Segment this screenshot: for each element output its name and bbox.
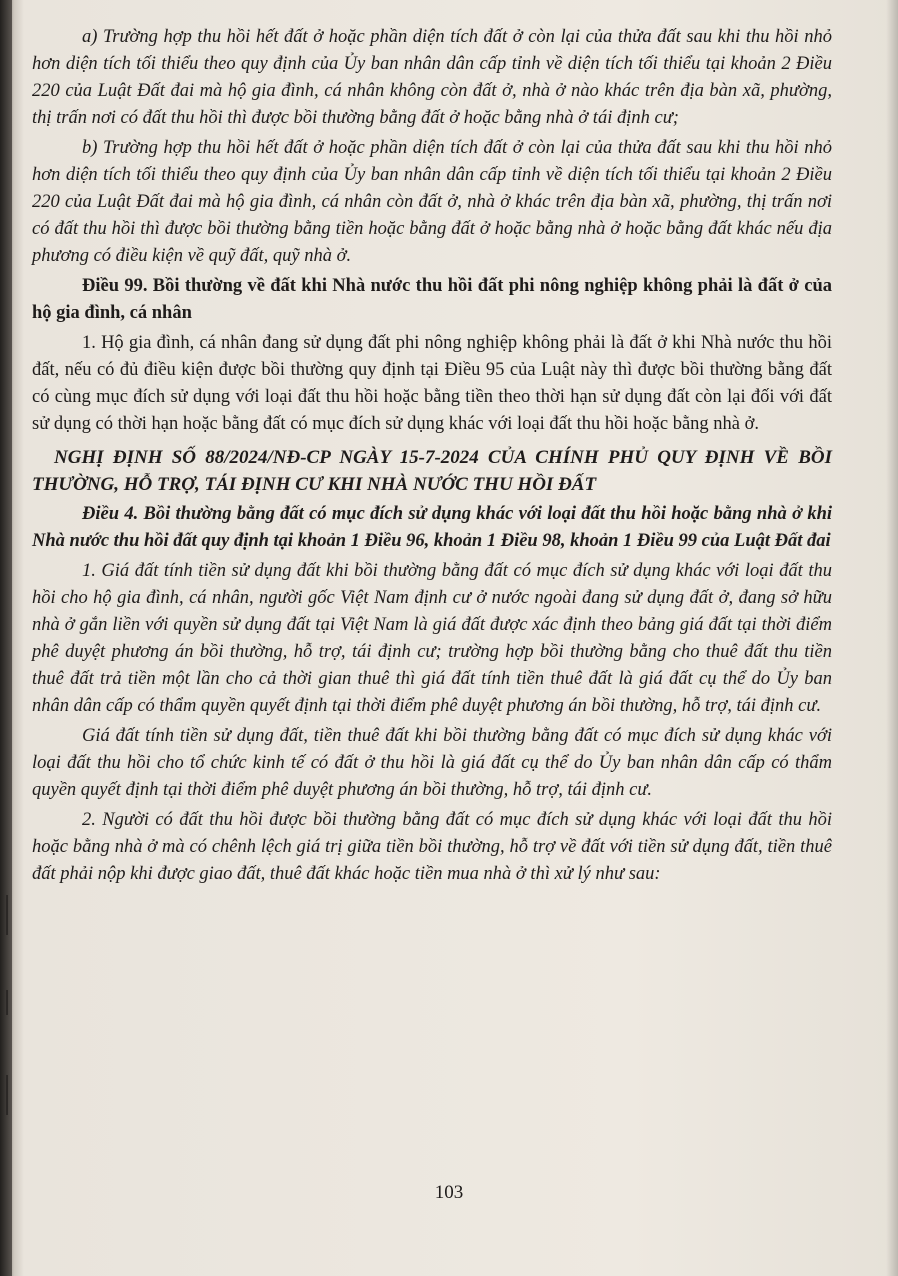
paragraph-b: b) Trường hợp thu hồi hết đất ở hoặc phần diện tích đất ở còn lại của thửa đất sau khi thu hồi nhỏ hơn diện tích tối thiểu theo quy định của Ủy ban nhân dân cấp tỉnh về diện tích tối thiểu tại khoản 2 Điều 220 của Luật Đất đai mà hộ gia đình, cá nhân còn đất ở, nhà ở khác trên địa bàn xã, phường, thị trấn nơi có đất thu hồi thì được bồi thường bằng tiền hoặc bằng đất ở hoặc bằng nhà ở hoặc bằng đất khác nếu địa phương có điều kiện về quỹ đất, quỹ nhà ở. <box>32 138 832 266</box>
paragraph-a: a) Trường hợp thu hồi hết đất ở hoặc phần diện tích đất ở còn lại của thửa đất sau khi thu hồi nhỏ hơn diện tích tối thiểu theo quy định của Ủy ban nhân dân cấp tỉnh về diện tích tối thiểu tại khoản 2 Điều 220 của Luật Đất đai mà hộ gia đình, cá nhân không còn đất ở, nhà ở nào khác trên địa bàn xã, phường, thị trấn nơi có đất thu hồi thì được bồi thường bằng đất ở hoặc bằng nhà ở tái định cư; <box>32 27 832 128</box>
article-4-clause-1: 1. Giá đất tính tiền sử dụng đất khi bồi thường bằng đất có mục đích sử dụng khác với loại đất thu hồi cho hộ gia đình, cá nhân, người gốc Việt Nam định cư ở nước ngoài đang sử dụng đất ở, đang sở hữu nhà ở gắn liền với quyền sử dụng đất tại Việt Nam là giá đất được xác định theo bảng giá đất tại thời điểm phê duyệt phương án bồi thường, hỗ trợ, tái định cư; trường hợp bồi thường bằng cho thuê đất thu tiền thuê đất trả tiền một lần cho cả thời gian thuê thì giá đất tính tiền thuê đất là giá đất cụ thể do Ủy ban nhân dân cấp có thẩm quyền quyết định tại thời điểm phê duyệt phương án bồi thường, hỗ trợ, tái định cư. <box>32 561 832 716</box>
margin-mark <box>6 990 8 1015</box>
decree-heading: NGHỊ ĐỊNH SỐ 88/2024/NĐ-CP NGÀY 15-7-2024 CỦA CHÍNH PHỦ QUY ĐỊNH VỀ BỒI THƯỜNG, HỖ TRỢ, TÁI ĐỊNH CƯ KHI NHÀ NƯỚC THU HỒI ĐẤT <box>32 447 832 495</box>
article-4-heading: Điều 4. Bồi thường bằng đất có mục đích sử dụng khác với loại đất thu hồi hoặc bằng nhà ở khi Nhà nước thu hồi đất quy định tại khoản 1 Điều 96, khoản 1 Điều 98, khoản 1 Điều 99 của Luật Đất đai <box>32 504 832 551</box>
article-99-heading: Điều 99. Bồi thường về đất khi Nhà nước thu hồi đất phi nông nghiệp không phải là đất ở của hộ gia đình, cá nhân <box>32 276 832 323</box>
page-number: 103 <box>434 1182 464 1203</box>
page-body <box>32 24 832 891</box>
article-4-clause-1-continued: Giá đất tính tiền sử dụng đất, tiền thuê đất khi bồi thường bằng đất có mục đích sử dụng khác với loại đất thu hồi cho tổ chức kinh tế có đất ở thu hồi là giá đất cụ thể do Ủy ban nhân dân cấp có thẩm quyền quyết định tại thời điểm phê duyệt phương án bồi thường, hỗ trợ, tái định cư. <box>32 726 832 800</box>
page-edge-shadow <box>886 0 898 1276</box>
margin-mark <box>6 895 8 935</box>
article-4-clause-2: 2. Người có đất thu hồi được bồi thường bằng đất có mục đích sử dụng khác với loại đất thu hồi hoặc bằng nhà ở mà có chênh lệch giá trị giữa tiền bồi thường, hỗ trợ về đất với tiền sử dụng đất, tiền thuê đất phải nộp khi được giao đất, thuê đất khác hoặc tiền mua nhà ở thì xử lý như sau: <box>32 810 832 884</box>
margin-mark <box>6 1075 8 1115</box>
article-99-clause-1: 1. Hộ gia đình, cá nhân đang sử dụng đất phi nông nghiệp không phải là đất ở khi Nhà nước thu hồi đất, nếu có đủ điều kiện được bồi thường quy định tại Điều 95 của Luật này thì được bồi thường bằng đất có cùng mục đích sử dụng với loại đất thu hồi hoặc bằng tiền theo thời hạn sử dụng đất còn lại đối với đất sử dụng có thời hạn hoặc bằng đất có mục đích sử dụng khác với loại đất thu hồi hoặc bằng nhà ở. <box>32 333 832 434</box>
